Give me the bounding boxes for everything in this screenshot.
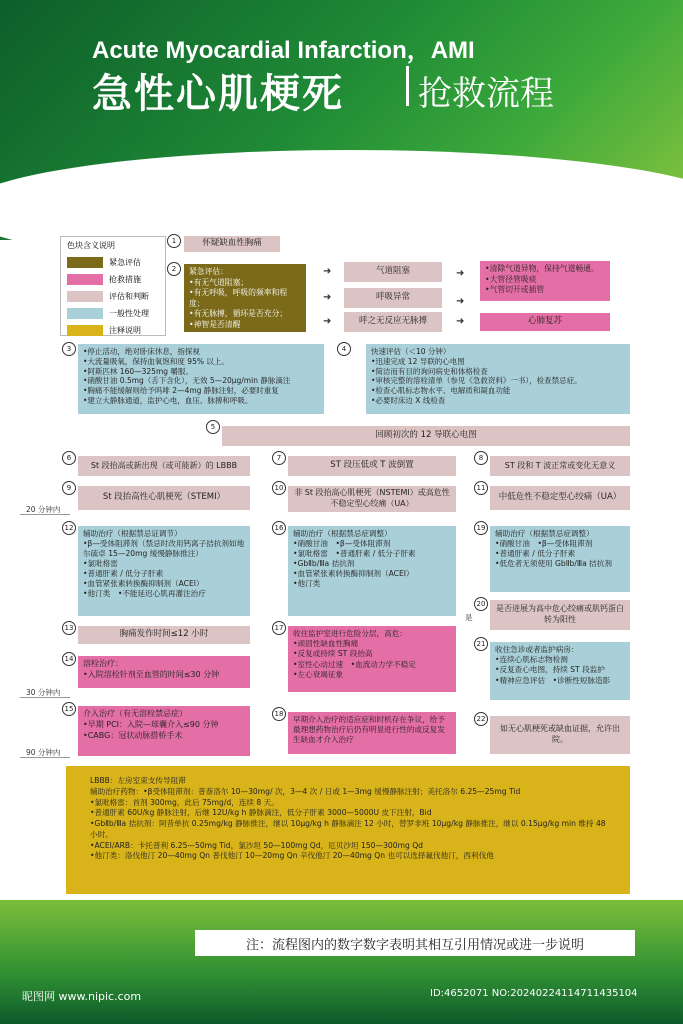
step-10-box: 非 St 段抬高心肌梗死（NSTEMI）或高危性不稳定型心绞痛（UA） [288,486,456,512]
step-21-box: 收住急诊或者监护病房： •连续心肌标志物检测 •反复查心电图，持续 ST 段监护 •精神应急评估 •诊断性短脉造影 [490,642,630,700]
arrow-icon: ➜ [323,292,332,303]
arrow-icon: ➜ [323,266,332,277]
step-number: 12 [62,521,76,535]
arrow-icon: ➜ [323,316,332,327]
step-number: 2 [167,262,181,276]
step-22-box: 如无心肌梗死或缺血证据，允许出院。 [490,716,630,754]
step-20-box: 是否进展为高中危心绞痛或肌钙蛋白转为阳性 [490,600,630,630]
step-number: 13 [62,621,76,635]
watermark-right: ID:4652071 NO:20240224114711435104 [430,988,638,999]
legend-item: 注释说明 [109,326,141,335]
step-number: 3 [62,342,76,356]
step-number: 21 [474,637,488,651]
step-number: 8 [474,451,488,465]
legend-item: 紧急评估 [109,258,141,267]
step-number: 1 [167,234,181,248]
notes-box: LBBB：左房室束支传导阻滞 辅助治疗药物：•β受体阻滞剂：普萘洛尔 10—30mg/ 次，3—4 次 / 日或 1—3mg 缓慢静脉注射；美托洛尔 6.25—25mg Tid •氯吡格雷：首剂 300mg，此后 75mg/d，连续 8 天。 •普通肝素 60U/kg 静脉注射，后继 12U/kg h 静脉滴注，低分子肝素 3000—5000U 皮下注射，Bid •GbⅡb/Ⅲa 拮抗剂：阿昔单抗 0.25mg/kg 静脉推注，继以 10μg/kg h 静脉滴注 12 小时，替罗非班 10μg/kg 静脉推注，继以 0.15μg/kg min 维持 48 小时。 •ACEI/ARB：卡托普利 6.25—50mg Tid，氯沙坦 50—100mg Qd，厄贝沙坦 150—300mg Qd •他汀类：洛伐他汀 20—40mg Qn 普伐他汀 10—20mg Qn 辛伐他汀 20—40mg Qn 也可以选择氟伐他汀，西利伐他 [66,766,630,894]
step-9-box: St 段抬高性心肌梗死（STEMI） [78,486,250,510]
step-4-box: 快速评估（＜10 分钟） •迅速完成 12 导联的心电图 •简洁而有目的询问病史和体格检查 •审核完整的溶栓清单（参见《急救资料》一书），检查禁忌症。 •检查心肌标志物水平、电解质和凝血功能 •必要时床边 X 线检查 [366,344,630,414]
step-12-box: 辅助治疗（根据禁忌证调节） •β—受体阻滞剂（禁忌时改用钙离子拮抗剂如地尔硫卓 15—20mg 缓慢静脉推注） •氯吡格雷 •普通肝素 / 低分子肝素 •血管紧张素转换酶抑制剂（ACEI） •他汀类 •不能延迟心肌再灌注治疗 [78,526,250,616]
legend-item: 抢救措施 [109,275,141,284]
legend-swatch [67,257,103,268]
step-number: 4 [337,342,351,356]
legend-item: 评估和判断 [109,292,149,301]
time-label: 30 分钟内 [26,688,61,697]
step-number: 20 [474,597,488,611]
legend-swatch [67,274,103,285]
step-1-box: 怀疑缺血性胸痛 [184,236,280,252]
step-18-box: 早期介入治疗的适应症和时机存在争议，给予最理想药物治疗后仍有明显进行性的或反复发生缺血才介入治疗 [288,712,456,754]
step-2-box: 紧急评估： •有无气道阻塞； •有无呼吸，呼吸的频率和程度； •有无脉搏，循环是否充分； •神智是否清醒 [184,264,306,332]
step-16-box: 辅助治疗（根据禁忌症调整） •硝酸甘油 •β—受体阻滞剂 •氯吡格雷 •普通肝素 / 低分子肝素 •GbⅡb/Ⅲa 拮抗剂 •血管紧张素转换酶抑制剂（ACEI） •他汀类 [288,526,456,616]
airway-obstruction-box: 气道阻塞 [344,262,442,282]
step-17-box: 收住监护室进行危险分层，高危： •顽固性缺血性胸痛 •反复或持续 ST 段抬高 •室性心动过速 •血流动力学不稳定 •左心衰竭征象 [288,626,456,692]
arrow-icon: ➜ [456,316,465,327]
title-divider [406,66,409,106]
step-number: 19 [474,521,488,535]
step-number: 15 [62,702,76,716]
legend-title: 色块含义说明 [67,241,115,250]
legend-swatch [67,308,103,319]
step-13-box: 胸痛发作时间≤12 小时 [78,626,250,644]
yes-label: 是 [465,613,473,622]
footnote: 注：流程图内的数字数字表明其相互引用情况或进一步说明 [195,930,635,956]
watermark-left: 昵图网 www.nipic.com [22,990,142,1003]
breathing-abnormal-box: 呼吸异常 [344,288,442,308]
step-number: 14 [62,652,76,666]
cpr-box: 心肺复苏 [480,313,610,331]
step-5-box: 回顾初次的 12 导联心电图 [222,426,630,446]
step-number: 22 [474,712,488,726]
legend-swatch [67,291,103,302]
time-label: 90 分钟内 [26,748,61,757]
step-8-box: ST 段和 T 波正常或变化无意义 [490,456,630,476]
no-pulse-box: 呼之无反应无脉搏 [344,312,442,332]
color-legend [60,236,166,336]
step-number: 11 [474,481,488,495]
step-number: 5 [206,420,220,434]
legend-swatch [67,325,103,336]
step-15-box: 介入治疗（有无溶栓禁忌症） •早期 PCI：入院—球囊介入≤90 分钟 •CABG：冠状动脉搭桥手术 [78,706,250,756]
airway-clear-box: •清除气道异物，保持气道畅通。 •大管径管吸痰 •气管切开或插管 [480,261,610,301]
step-number: 10 [272,481,286,495]
step-number: 17 [272,621,286,635]
step-19-box: 辅助治疗（根据禁忌症调整） •硝酸甘油 •β—受体阻滞剂 •普通肝素 / 低分子肝素 •低危者无须使用 GbⅡb/Ⅲa 拮抗剂 [490,526,630,592]
step-number: 18 [272,707,286,721]
step-11-box: 中低危性不稳定型心绞痛（UA） [490,486,630,510]
time-label: 20 分钟内 [26,505,61,514]
step-number: 9 [62,481,76,495]
step-14-box: 溶栓治疗： •入院溶栓针剂至血管的时间≤30 分钟 [78,656,250,688]
footer-background [0,900,683,1024]
title-subtitle: 抢救流程 [418,74,554,114]
step-number: 6 [62,451,76,465]
step-number: 7 [272,451,286,465]
legend-item: 一般性处理 [109,309,149,318]
step-6-box: St 段抬高或新出现（或可能新）的 LBBB [78,456,250,476]
title-chinese: 急性心肌梗死 [92,71,344,117]
step-7-box: ST 段压低或 T 波倒置 [288,456,456,476]
title-english: Acute Myocardial Infarction，AMI [92,37,475,64]
arrow-icon: ➜ [456,296,465,307]
step-number: 16 [272,521,286,535]
step-3-box: •停止活动，绝对卧床休息，指探视 •大流量吸氧，保持血氧饱和度 95% 以上。 •阿斯匹林 160—325mg 嚼服。 •硝酸甘油 0.5mg（舌下含化），无效 5—20μg/min 静脉滴注 •胸痛不能缓解则给予吗啡 2—4mg 静脉注射，必要时重复 •建立大静脉通道，监护心电，血压、脉搏和呼吸。 [78,344,324,414]
arrow-icon: ➜ [456,268,465,279]
